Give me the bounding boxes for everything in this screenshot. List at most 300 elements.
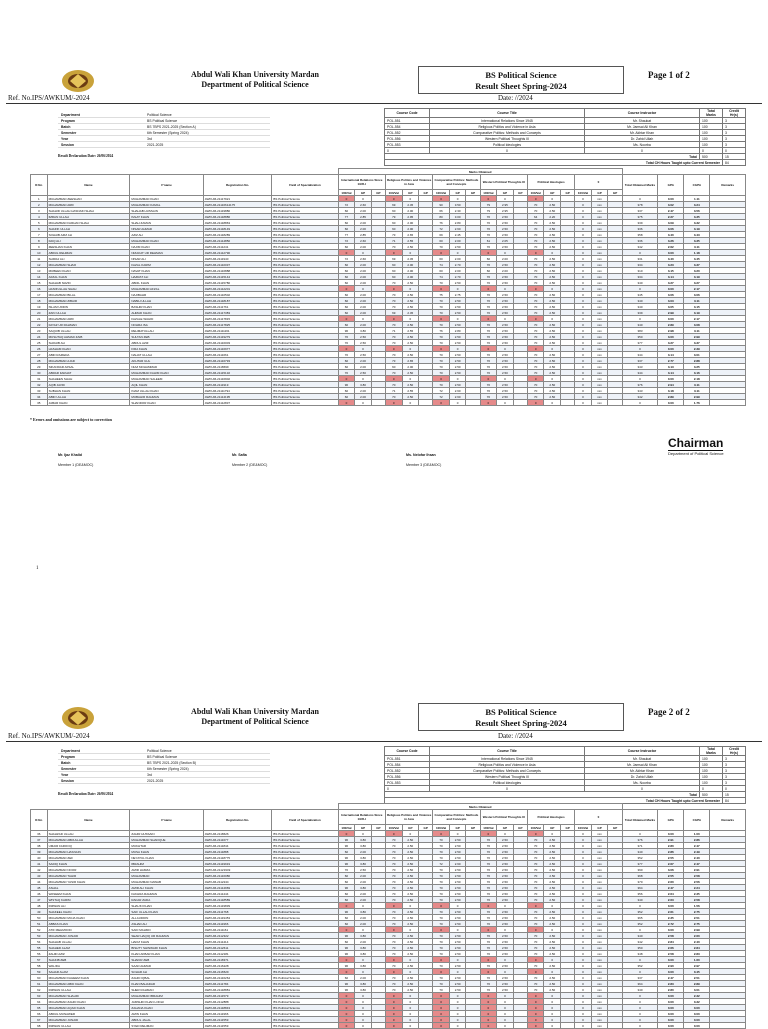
info-value: 6th Semester (Spring 2024) [144, 130, 270, 136]
student-name: ASHAL [47, 885, 130, 891]
subject-gp: 0 [497, 1005, 514, 1011]
subject-marks: 0 [527, 957, 544, 963]
student-gpa: 3.15 [658, 268, 684, 274]
course-instructor: Dr. Zahid Ullah [585, 136, 700, 142]
subject-gp: 2.50 [497, 855, 514, 861]
subject-marks: 74 [433, 274, 450, 280]
student-fname: ALLAUDDIN [130, 915, 203, 921]
total-ch-value: 84 [723, 798, 746, 804]
course-header-instructor: Course Instructor [585, 109, 700, 118]
subject-marks: 70 [433, 310, 450, 316]
subject-marks: 70 [385, 382, 402, 388]
result-declaration-date: Result Declaration Date: 26/06/2024 [58, 792, 114, 796]
subject-gp: 2.50 [497, 885, 514, 891]
subject-marks: 0 [480, 286, 497, 292]
column-header-registration: Registration No. [203, 810, 272, 831]
subject-marks: 0 [433, 196, 450, 202]
subject-gp: 2.55 [402, 328, 419, 334]
subject-marks: 0 [480, 1005, 497, 1011]
student-gpa: 0.00 [658, 831, 684, 837]
subheader-gp: GP [402, 825, 419, 831]
subject-marks: 0 [575, 861, 592, 867]
subject-gp: 2.50 [449, 364, 466, 370]
student-specialization: BS Political Science [272, 382, 338, 388]
student-gpa: 2.98 [658, 328, 684, 334]
subject-marks: 60 [433, 256, 450, 262]
student-fname: IMLAT KHAN [130, 214, 203, 220]
info-value: BS Political Science [144, 118, 270, 124]
subject-marks: 0 [575, 999, 592, 1005]
subject-marks: 0 [575, 358, 592, 364]
student-cgpa: 3.24 [684, 202, 710, 208]
student-total: 356 [622, 891, 658, 897]
subject-marks: 0 [575, 310, 592, 316]
subject-gp: 0 [355, 999, 372, 1005]
student-registration: AWKUM-21118886 [203, 214, 272, 220]
course-instructor: Dr. Zahid Ullah [585, 774, 700, 780]
subject-gp-grade [419, 1023, 433, 1029]
subject-gp: xxx [591, 993, 608, 999]
subject-marks: 0 [575, 1005, 592, 1011]
student-gpa: 2.89 [658, 322, 684, 328]
student-rno: 12 [31, 262, 48, 268]
marks-table [30, 803, 746, 1029]
subject-header-4: Western Political Thoughts III [480, 810, 527, 825]
subject-gp: 2.50 [544, 987, 561, 993]
student-gpa: 2.47 [658, 208, 684, 214]
subject-gp: xxx [591, 310, 608, 316]
course-credit: 3 [723, 756, 746, 762]
subject-gp: 2.50 [402, 873, 419, 879]
subject-gp: 2.50 [497, 873, 514, 879]
student-registration: AWKUM-2116529 [203, 969, 272, 975]
student-fname: NAVAT KHAN [130, 268, 203, 274]
subject-gp: 2.45 [402, 202, 419, 208]
student-rno: 44 [31, 879, 48, 885]
subject-gp-grade [608, 400, 622, 406]
subject-gp: 2.50 [449, 843, 466, 849]
student-name: MUHAMMAD MUJA KHAN [47, 915, 130, 921]
subject-gp: 2.50 [497, 897, 514, 903]
subject-gp-grade [513, 1023, 527, 1029]
subject-marks: 70 [433, 939, 450, 945]
subheader-marks: 100/Val [385, 825, 402, 831]
subject-gp: 0 [402, 1011, 419, 1017]
subject-gp-grade [371, 400, 385, 406]
student-specialization: BS Political Science [272, 310, 338, 316]
student-fname: ZAHID IQBAL [130, 975, 203, 981]
student-total: 342 [622, 244, 658, 250]
subject-marks: 70 [385, 933, 402, 939]
subject-marks: 70 [433, 352, 450, 358]
course-code: POL-554 [385, 762, 430, 768]
subject-marks: 70 [527, 340, 544, 346]
subject-gp: xxx [591, 939, 608, 945]
student-rno: 40 [31, 855, 48, 861]
student-specialization: BS Political Science [272, 286, 338, 292]
subject-gp: 0 [355, 993, 372, 999]
subject-marks: 70 [433, 364, 450, 370]
subject-marks: 0 [575, 981, 592, 987]
signature-name: Ms. Nelofar Ihsan [406, 453, 436, 457]
student-cgpa: 3.08 [684, 322, 710, 328]
subject-gp: 2.50 [402, 867, 419, 873]
student-total: 0 [622, 957, 658, 963]
student-specialization: BS Political Science [272, 376, 338, 382]
student-registration: AWKUM-21116614175 [203, 202, 272, 208]
subject-marks: 70 [385, 861, 402, 867]
subject-marks: 0 [433, 346, 450, 352]
course-instructor: Ms. Noorba [585, 780, 700, 786]
subject-marks: 0 [433, 1005, 450, 1011]
student-gpa: 3.06 [658, 226, 684, 232]
student-specialization: BS Political Science [272, 352, 338, 358]
subject-marks: 70 [480, 867, 497, 873]
total-ch-label: Total CH Hours Taught upto Current Semester [385, 798, 723, 804]
university-name: Abdul Wali Khan University Mardan [191, 70, 319, 79]
subject-gp: 2.60 [449, 861, 466, 867]
subject-marks: 70 [480, 280, 497, 286]
subject-marks: 0 [385, 999, 402, 1005]
student-rno: 29 [31, 364, 48, 370]
subject-gp: 2.20 [544, 214, 561, 220]
student-name: SAHAR ALAM [47, 969, 130, 975]
subject-gp: 2.00 [497, 268, 514, 274]
course-title: Comparative Politics: Methods and Concepts [430, 768, 585, 774]
subject-marks: 70 [527, 945, 544, 951]
subject-gp: 2.50 [497, 945, 514, 951]
subject-gp: 2.50 [449, 939, 466, 945]
student-cgpa: 2.17 [684, 316, 710, 322]
course-total: 100 [700, 136, 723, 142]
student-rno: 45 [31, 885, 48, 891]
subject-marks: 0 [338, 316, 355, 322]
subject-marks: 0 [575, 975, 592, 981]
subject-marks: 0 [338, 1023, 355, 1029]
subject-gp: xxx [591, 346, 608, 352]
subject-gp: 2.50 [355, 334, 372, 340]
subject-gp: 2.00 [402, 268, 419, 274]
subject-gp: 0 [449, 993, 466, 999]
subject-marks: 0 [480, 993, 497, 999]
subject-marks: 0 [338, 999, 355, 1005]
subject-marks: 70 [338, 867, 355, 873]
subject-gp: xxx [591, 885, 608, 891]
subject-marks: 70 [433, 280, 450, 286]
student-fname: MUHAMMAD KHAN [130, 196, 203, 202]
subject-gp: 2.00 [355, 298, 372, 304]
student-registration: AWKUM-2111444 [203, 891, 272, 897]
subject-gp: 3.80 [355, 885, 372, 891]
student-fname: JAMSHID KHAN LODHI [130, 999, 203, 1005]
student-registration: AWKUM-21111794 [203, 388, 272, 394]
subject-gp: xxx [591, 328, 608, 334]
subject-marks: 70 [385, 280, 402, 286]
subject-gp: 2.50 [497, 274, 514, 280]
subject-marks: 70 [433, 945, 450, 951]
student-rno: 37 [31, 837, 48, 843]
subject-marks: 0 [527, 316, 544, 322]
signature-member-3 [406, 453, 441, 467]
subject-marks: 0 [575, 843, 592, 849]
student-fname: ZAHIR HUSSAIN [130, 831, 203, 837]
student-cgpa: 2.91 [684, 867, 710, 873]
student-total: 342 [622, 939, 658, 945]
subject-marks: 0 [385, 1017, 402, 1023]
signature-name: Mr. Safia [232, 453, 247, 457]
student-specialization: BS Political Science [272, 256, 338, 262]
student-name: MUHAMMAD JUNAID [47, 933, 130, 939]
student-registration: AWKUM-21117815 [203, 316, 272, 322]
subject-gp-grade [466, 1023, 480, 1029]
subject-marks: 70 [480, 861, 497, 867]
subject-marks: 0 [385, 957, 402, 963]
student-gpa: 3.14 [658, 370, 684, 376]
student-registration: AWKUM-21116003 [203, 340, 272, 346]
subheader-marks: 100/Val [338, 825, 355, 831]
subject-marks: 70 [527, 268, 544, 274]
table-row [31, 1023, 746, 1029]
subheader-gp: GP [371, 190, 385, 196]
course-ch-row [385, 160, 746, 166]
student-gpa: 2.35 [658, 915, 684, 921]
student-registration: AWKUM-21112201 [203, 286, 272, 292]
student-gpa: 3.23 [658, 262, 684, 268]
subject-gp: 2.50 [497, 987, 514, 993]
student-rno: 38 [31, 843, 48, 849]
info-key: Batch [58, 760, 144, 766]
subject-gp: 2.50 [544, 915, 561, 921]
subject-marks: 0 [575, 238, 592, 244]
subject-gp: 2.50 [497, 939, 514, 945]
student-gpa: 2.55 [658, 873, 684, 879]
info-value: BS 7BPS 2021-2025 (Section B) [144, 760, 270, 766]
subject-gp: 2.45 [402, 256, 419, 262]
subject-marks: 0 [385, 1023, 402, 1029]
student-registration: AWKUM-21114969 [203, 885, 272, 891]
student-gpa: 2.62 [658, 244, 684, 250]
subject-gp: xxx [591, 388, 608, 394]
subject-gp: 2.50 [544, 358, 561, 364]
subject-gp: 0 [402, 316, 419, 322]
student-fname: NEYATUL KHAN [130, 855, 203, 861]
subject-marks: 60 [338, 364, 355, 370]
student-total: 0 [622, 927, 658, 933]
student-total: 375 [622, 214, 658, 220]
subject-gp: 2.55 [402, 238, 419, 244]
course-total: 100 [700, 124, 723, 130]
subject-gp: xxx [591, 340, 608, 346]
subject-gp: 2.50 [544, 226, 561, 232]
subject-gp: 2.00 [355, 292, 372, 298]
subject-marks: 70 [433, 843, 450, 849]
subject-marks: 70 [480, 334, 497, 340]
subject-gp: 0 [497, 993, 514, 999]
subject-header-6: 0 [575, 810, 623, 825]
student-fname: SHAUKI KHAN [130, 903, 203, 909]
subject-gp: 2.00 [355, 280, 372, 286]
info-value: 3rd [144, 772, 270, 778]
course-instructor: 0 [585, 148, 700, 154]
course-title: Political Ideologies [430, 142, 585, 148]
subject-gp: 0 [544, 927, 561, 933]
student-name: ABID RAZIEDA [47, 352, 130, 358]
course-credit: 3 [723, 118, 746, 124]
subject-gp: 2.00 [449, 268, 466, 274]
subject-gp: 0 [497, 286, 514, 292]
subject-marks: 60 [338, 975, 355, 981]
subject-marks: 0 [480, 1011, 497, 1017]
subject-marks: 70 [385, 394, 402, 400]
student-specialization: BS Political Science [272, 388, 338, 394]
column-header-total-obtained: Total Obtained Marks [622, 810, 658, 831]
student-total: 340 [622, 897, 658, 903]
student-specialization: BS Political Science [272, 346, 338, 352]
subject-gp: 2.50 [544, 220, 561, 226]
subject-gp: 0 [449, 250, 466, 256]
subject-gp: 2.50 [497, 220, 514, 226]
subject-marks: 0 [575, 897, 592, 903]
subject-gp: xxx [591, 831, 608, 837]
subject-gp: 2.50 [402, 322, 419, 328]
student-rno: 11 [31, 256, 48, 262]
subject-marks: 75 [433, 292, 450, 298]
subject-gp: 0 [355, 196, 372, 202]
student-total: 377 [622, 340, 658, 346]
subject-gp: 2.50 [544, 837, 561, 843]
subject-gp: 3.80 [355, 909, 372, 915]
subject-gp: xxx [591, 987, 608, 993]
subject-marks: 70 [385, 951, 402, 957]
subject-marks: 60 [385, 364, 402, 370]
subject-gp: 3.80 [355, 843, 372, 849]
course-total: 0 [700, 148, 723, 154]
subject-gp: 2.50 [497, 364, 514, 370]
student-gpa: 0.00 [658, 903, 684, 909]
subject-gp: 0 [402, 993, 419, 999]
subject-marks: 0 [338, 969, 355, 975]
student-total: 340 [622, 987, 658, 993]
subject-gp: 2.50 [402, 951, 419, 957]
subheader-marks: 100/Val [385, 190, 402, 196]
student-total: 376 [622, 837, 658, 843]
student-gpa: 0.00 [658, 927, 684, 933]
subject-marks: 70 [480, 214, 497, 220]
subject-marks: 0 [575, 388, 592, 394]
subject-gp: 2.50 [497, 951, 514, 957]
subject-marks: 72 [433, 388, 450, 394]
subject-gp: 2.00 [355, 226, 372, 232]
student-cgpa: 0.45 [684, 969, 710, 975]
subject-gp: xxx [591, 1023, 608, 1029]
student-specialization: BS Political Science [272, 951, 338, 957]
subject-gp: 0 [497, 376, 514, 382]
student-gpa: 2.91 [658, 837, 684, 843]
subject-gp: 2.50 [449, 933, 466, 939]
subject-gp: 2.50 [449, 370, 466, 376]
subject-gp: 2.00 [355, 310, 372, 316]
subject-gp: 2.50 [402, 340, 419, 346]
subject-gp: 2.50 [355, 370, 372, 376]
student-total: 337 [622, 975, 658, 981]
subject-marks: 96 [338, 909, 355, 915]
subject-marks: 0 [433, 999, 450, 1005]
course-total: 100 [700, 762, 723, 768]
subject-marks: 70 [527, 933, 544, 939]
subject-marks: 70 [527, 382, 544, 388]
subject-gp: xxx [591, 975, 608, 981]
subject-gp: 0 [449, 400, 466, 406]
subject-gp: xxx [591, 376, 608, 382]
student-total: 352 [622, 855, 658, 861]
subject-marks: 60 [338, 208, 355, 214]
student-total: 350 [622, 334, 658, 340]
student-fname: MUHAMMAD KAMAL [130, 202, 203, 208]
subject-marks: 70 [527, 981, 544, 987]
student-gpa: 0.00 [658, 250, 684, 256]
subject-marks: 60 [385, 262, 402, 268]
subject-gp: xxx [591, 394, 608, 400]
student-registration: AWKUM-21114850 [203, 238, 272, 244]
subject-marks: 0 [433, 1017, 450, 1023]
student-gpa: 2.58 [658, 933, 684, 939]
subject-marks: 69 [385, 310, 402, 316]
subject-marks: 70 [480, 364, 497, 370]
sheet-title-box [418, 66, 624, 94]
subject-gp: 2.50 [402, 861, 419, 867]
subject-marks: 72 [433, 394, 450, 400]
subject-gp: 0 [544, 196, 561, 202]
subject-gp: 2.00 [402, 262, 419, 268]
subject-gp: 2.50 [402, 915, 419, 921]
subheader-marks: 100/Val [575, 190, 592, 196]
student-registration: AWKUM-2111677 [203, 837, 272, 843]
student-cgpa: 3.19 [684, 226, 710, 232]
course-title: Religious Politics and Violence in Asia [430, 762, 585, 768]
student-gpa: 2.55 [658, 855, 684, 861]
subject-gp: 2.00 [355, 915, 372, 921]
student-gpa: 0.00 [658, 969, 684, 975]
subject-marks: 60 [385, 226, 402, 232]
subject-gp: 0 [544, 999, 561, 1005]
subject-marks: 0 [575, 921, 592, 927]
page-label: Page 2 of 2 [648, 707, 690, 717]
subject-gp: xxx [591, 358, 608, 364]
student-name: WISTAQ KARIM [47, 897, 130, 903]
student-total: 336 [622, 238, 658, 244]
student-fname: SULTAN ZEB [130, 334, 203, 340]
student-rno: 34 [31, 394, 48, 400]
subject-gp: 2.50 [402, 334, 419, 340]
subject-gp: 2.50 [497, 933, 514, 939]
student-rno: 4 [31, 214, 48, 220]
subject-gp: xxx [591, 879, 608, 885]
subject-marks: 0 [575, 945, 592, 951]
course-table [384, 108, 746, 166]
student-rno: 5 [31, 220, 48, 226]
subject-marks: 70 [480, 939, 497, 945]
course-table [384, 746, 746, 804]
student-registration: AWKUM-21118187 [203, 298, 272, 304]
subject-gp: xxx [591, 250, 608, 256]
subject-gp: xxx [591, 220, 608, 226]
subject-gp-grade [513, 400, 527, 406]
subject-gp: 2.50 [497, 861, 514, 867]
student-name: RIZWAN ALI [47, 903, 130, 909]
subject-gp: 0 [544, 831, 561, 837]
subject-marks: 69 [385, 202, 402, 208]
subject-marks: 0 [575, 208, 592, 214]
